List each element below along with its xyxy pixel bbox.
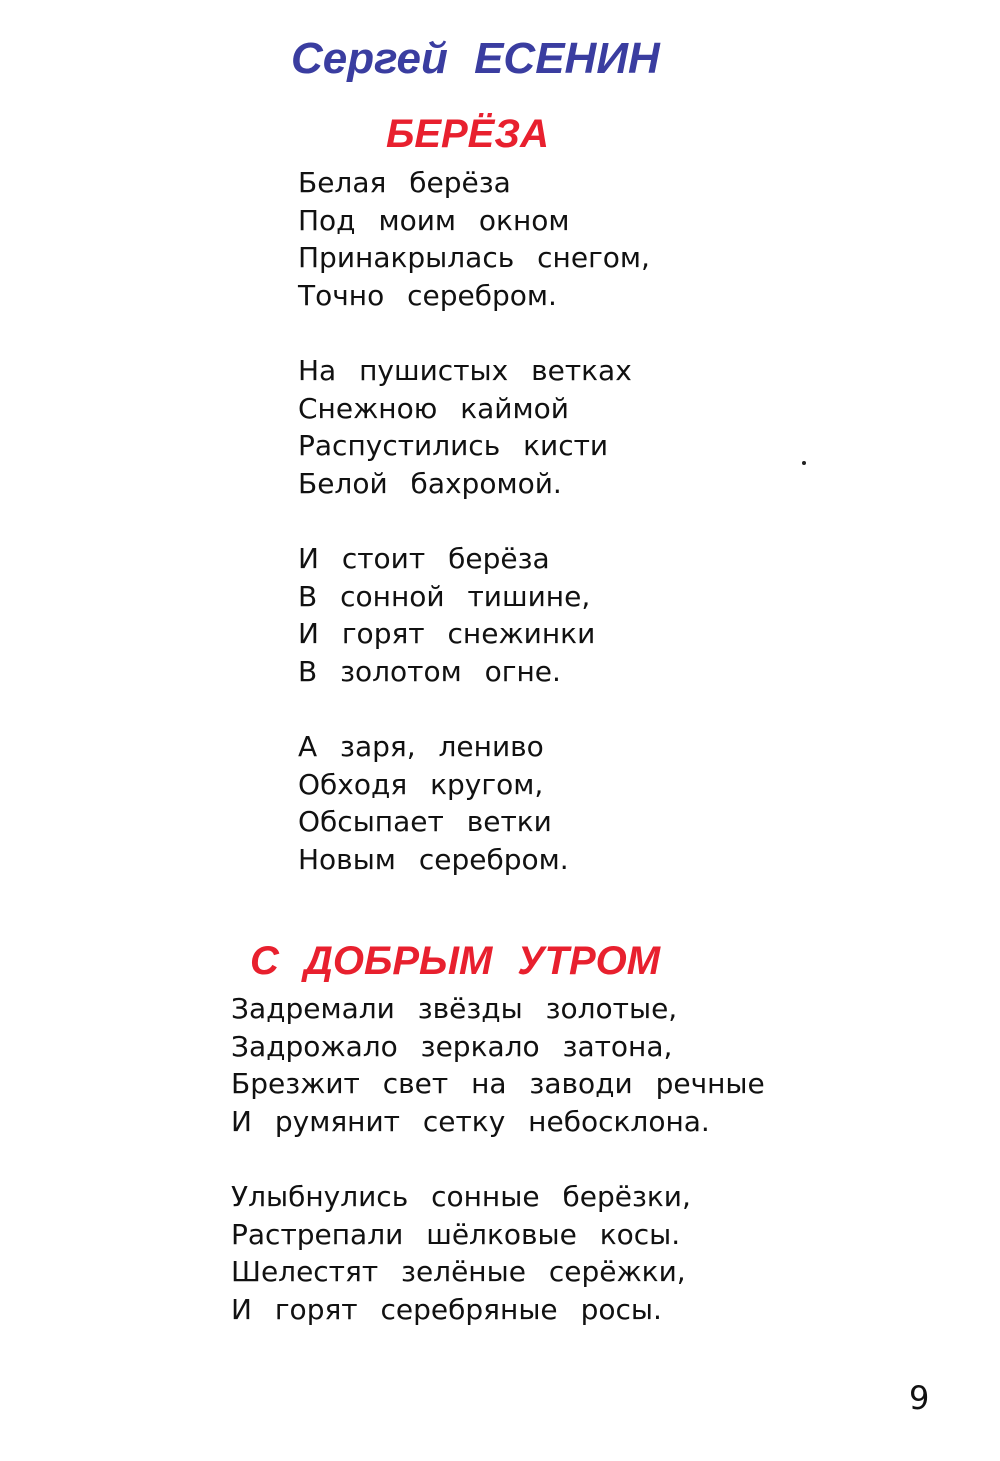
author-name: Сергей ЕСЕНИН — [291, 34, 660, 83]
poem-line: И румянит сетку небосклона. — [231, 1104, 710, 1138]
poem-line: Брезжит свет на заводи речные — [231, 1067, 765, 1100]
poem-title-s-dobrym-utrom: С ДОБРЫМ УТРОМ — [250, 939, 661, 983]
poem-s-dobrym-utrom — [231, 990, 765, 1366]
poem-line: Улыбнулись сонные берёзки, — [231, 1180, 691, 1213]
page-number: 9 — [909, 1379, 930, 1417]
poem-line: Задрожало зеркало затона, — [231, 1029, 673, 1063]
poem-line: На пушистых ветках — [298, 354, 632, 387]
poem-line: Белой бахромой. — [298, 466, 562, 500]
stanza — [231, 990, 765, 1140]
poem-line: Под моим окном — [298, 203, 570, 237]
poem-line: Растрепали шёлковые косы. — [231, 1217, 681, 1251]
poem-line: Снежною каймой — [298, 391, 569, 425]
poem-line: Обсыпает ветки — [298, 805, 552, 838]
poem-line: Новым серебром. — [298, 842, 569, 876]
poem-line: Распустились кисти — [298, 429, 609, 462]
poem-line: Точно серебром. — [298, 278, 557, 312]
print-speck — [802, 461, 806, 465]
stanza — [298, 728, 650, 878]
stanza — [231, 1178, 765, 1328]
poem-line: Обходя кругом, — [298, 767, 544, 801]
poem-line: Принакрылась снегом, — [298, 241, 650, 274]
poem-bereza — [298, 164, 650, 916]
poem-line: И горят снежинки — [298, 617, 596, 650]
poem-line: В сонной тишине, — [298, 579, 591, 613]
poem-line: Задремали звёзды золотые, — [231, 992, 678, 1025]
poem-line: Белая берёза — [298, 166, 511, 199]
poem-title-bereza: БЕРЁЗА — [386, 112, 549, 156]
stanza — [298, 164, 650, 314]
poem-line: А заря, лениво — [298, 730, 544, 763]
stanza — [298, 540, 650, 690]
poem-line: И стоит берёза — [298, 542, 550, 575]
poem-line: И горят серебряные росы. — [231, 1292, 662, 1326]
stanza — [298, 352, 650, 502]
poem-line: Шелестят зелёные серёжки, — [231, 1255, 686, 1288]
poem-line: В золотом огне. — [298, 654, 561, 688]
